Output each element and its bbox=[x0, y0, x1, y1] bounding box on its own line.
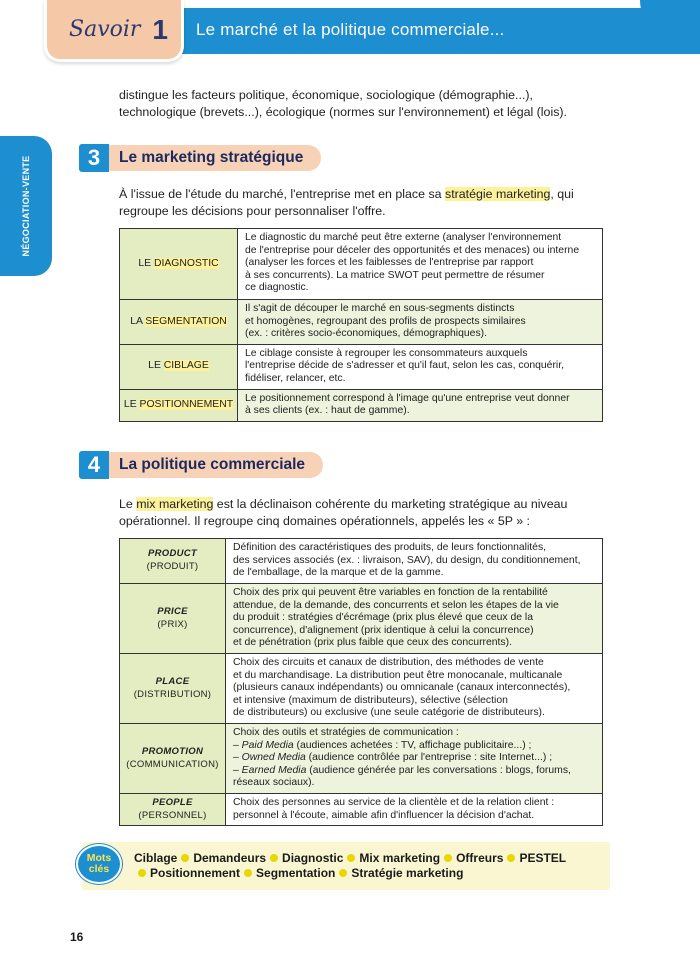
page-number: 16 bbox=[70, 930, 84, 944]
label-keyword: DIAGNOSTIC bbox=[153, 257, 219, 269]
desc-line: Définition des caractéristiques des produits, de leurs fonctionnalités, bbox=[233, 542, 547, 553]
desc-line: des services associés (ex. : livraison, SAV), du design, du conditionnement, bbox=[233, 554, 581, 566]
desc-line: ce diagnostic. bbox=[245, 282, 309, 294]
desc-line: fidéliser, relancer, etc. bbox=[245, 372, 346, 384]
intro-paragraph bbox=[119, 87, 605, 121]
p-label-en: PRICE bbox=[157, 605, 188, 617]
desc-line: (analyser les forces et les faiblesses de l'entreprise par rapport bbox=[245, 257, 534, 269]
desc-line: du produit : stratégies d'écrémage (prix plus élevé que ceux de la bbox=[233, 612, 534, 624]
row-label bbox=[120, 389, 238, 421]
media-term: Earned Media bbox=[241, 764, 307, 776]
desc-line: concurrence), d'alignement (prix identique à celui la concurrence) bbox=[233, 624, 534, 636]
intro-line-1: distingue les facteurs politique, économique, sociologique (démographie...), bbox=[119, 88, 533, 102]
p-label-fr: (DISTRIBUTION) bbox=[133, 688, 212, 700]
desc-line: réseaux sociaux). bbox=[233, 777, 315, 789]
section-3-highlight: stratégie marketing bbox=[445, 187, 551, 201]
bullet-dot bbox=[270, 854, 278, 862]
row-label bbox=[120, 229, 238, 300]
desc-line: à ses concurrents). La matrice SWOT peut permettre de résumer bbox=[245, 269, 545, 281]
desc-line: (audience générée par les conversations : blogs, forums, bbox=[306, 764, 571, 776]
section-4-highlight: mix marketing bbox=[136, 497, 214, 511]
keyword: Diagnostic bbox=[282, 851, 344, 865]
desc-line: Le diagnostic du marché peut être externe (analyser l'environnement bbox=[245, 232, 562, 243]
table-row bbox=[120, 344, 603, 389]
desc-line: Le ciblage consiste à regrouper les consommateurs auxquels bbox=[245, 347, 528, 359]
row-label bbox=[120, 654, 226, 724]
keyword: Stratégie marketing bbox=[351, 866, 464, 880]
desc-line: (audience contrôlée par l'entreprise : site Internet...) ; bbox=[305, 752, 553, 764]
label-prefix: LA bbox=[130, 315, 146, 327]
row-description bbox=[226, 539, 603, 584]
desc-line: Il s'agit de découper le marché en sous-segments distincts bbox=[245, 303, 515, 314]
bullet-dot bbox=[339, 869, 347, 877]
table-row bbox=[120, 539, 603, 584]
media-term: Owned Media bbox=[241, 752, 306, 764]
badge-line: clés bbox=[88, 863, 110, 875]
savoir-word: Savoir bbox=[69, 17, 141, 42]
section-4-heading bbox=[79, 452, 323, 478]
label-keyword: POSITIONNEMENT bbox=[139, 398, 234, 410]
desc-line: l'entreprise décide de s'adresser et qu'il faut, selon les cas, conquérir, bbox=[245, 360, 564, 372]
keyword: PESTEL bbox=[519, 851, 567, 865]
section-4-number: 4 bbox=[79, 451, 109, 479]
bullet-dot bbox=[444, 854, 452, 862]
row-label bbox=[120, 344, 238, 389]
bullet-dot bbox=[507, 854, 515, 862]
section-4-text-end: est la déclinaison cohérente du marketing stratégique au niveau opérationnel. Il regroupe cinq domaines opérationnels, appelés les « 5P » : bbox=[119, 497, 568, 528]
desc-line: de l'emballage, de la marque et de la gamme. bbox=[233, 567, 444, 579]
table-row bbox=[120, 724, 603, 794]
keywords-line-1 bbox=[134, 851, 566, 865]
section-3-heading bbox=[79, 145, 321, 171]
keyword: Offreurs bbox=[456, 851, 504, 865]
media-term: Paid Media bbox=[241, 739, 294, 751]
side-tab-label: NÉGOCIATION-VENTE bbox=[21, 155, 31, 257]
label-keyword: SEGMENTATION bbox=[145, 315, 227, 327]
marketing-strategique-table bbox=[119, 228, 603, 422]
intro-line-2: technologique (brevets...), écologique (normes sur l'environnement) et légal (lois). bbox=[119, 105, 567, 119]
list-dash: – bbox=[233, 739, 242, 751]
section-3-paragraph bbox=[119, 186, 605, 220]
section-4-title: La politique commerciale bbox=[109, 452, 323, 478]
table-row bbox=[120, 584, 603, 654]
row-label bbox=[120, 300, 238, 345]
desc-line: de l'entreprise pour déceler des opportunités et des menaces) ou interne bbox=[245, 244, 580, 256]
desc-line: et intensive (maximum de distributeurs), sélective (sélection bbox=[233, 694, 508, 706]
p-label-en: PRODUCT bbox=[147, 548, 198, 560]
desc-line: Choix des prix qui peuvent être variables en fonction de la rentabilité bbox=[233, 587, 548, 598]
row-label bbox=[120, 724, 226, 794]
desc-line: Choix des circuits et canaux de distribution, des méthodes de vente bbox=[233, 657, 544, 668]
row-description bbox=[226, 724, 603, 794]
desc-line: de distributeurs) ou exclusive (une seule catégorie de distributeurs). bbox=[233, 707, 545, 719]
desc-line: (plusieurs canaux indépendants) ou omnicanale (canaux interconnectés), bbox=[233, 682, 571, 694]
page-header bbox=[0, 0, 700, 62]
section-3-number: 3 bbox=[79, 144, 109, 172]
desc-line: (audiences achetées : TV, affichage publicitaire...) ; bbox=[293, 739, 532, 751]
desc-line: personnel à l'écoute, aimable afin d'influencer la décision d'achat. bbox=[233, 809, 535, 821]
desc-line: et homogènes, regroupant des profils de prospects similaires bbox=[245, 315, 526, 327]
label-prefix: LE bbox=[123, 398, 140, 410]
list-dash: – bbox=[233, 752, 242, 764]
keyword: Ciblage bbox=[134, 851, 178, 865]
desc-line: à ses clients (ex. : haut de gamme). bbox=[245, 405, 410, 417]
table-row bbox=[120, 654, 603, 724]
p-label-fr: (PRODUIT) bbox=[146, 561, 199, 572]
desc-line: attendue, de la demande, des concurrents et selon les étapes de la vie bbox=[233, 599, 559, 611]
chapter-title: Le marché et la politique commerciale... bbox=[196, 20, 505, 39]
list-dash: – bbox=[233, 764, 242, 776]
section-4-paragraph bbox=[119, 496, 605, 530]
row-label bbox=[120, 584, 226, 654]
row-label bbox=[120, 794, 226, 826]
row-description bbox=[226, 654, 603, 724]
table-row bbox=[120, 389, 603, 421]
row-description bbox=[238, 229, 603, 300]
p-label-en: PROMOTION bbox=[141, 745, 204, 757]
keyword: Segmentation bbox=[256, 866, 336, 880]
badge-line: Mots bbox=[86, 852, 112, 864]
keywords-badge bbox=[76, 844, 122, 884]
table-row bbox=[120, 229, 603, 300]
desc-line: Le positionnement correspond à l'image qu'une entreprise veut donner bbox=[245, 392, 570, 404]
desc-line: (ex. : critères socio-économiques, démographiques). bbox=[245, 328, 487, 340]
p-label-fr: (PERSONNEL) bbox=[138, 809, 207, 821]
mix-marketing-table bbox=[119, 538, 603, 826]
desc-line: Choix des outils et stratégies de communication : bbox=[233, 727, 459, 738]
row-description bbox=[238, 344, 603, 389]
label-prefix: LE bbox=[148, 360, 164, 372]
keywords-line-2 bbox=[134, 866, 463, 880]
row-description bbox=[238, 300, 603, 345]
desc-line: et du marchandisage. La distribution peut être monocanale, multicanale bbox=[233, 669, 563, 681]
p-label-en: PLACE bbox=[155, 675, 190, 687]
bullet-dot bbox=[138, 869, 146, 877]
table-row bbox=[120, 794, 603, 826]
section-4-text-start: Le bbox=[119, 497, 137, 511]
bullet-dot bbox=[181, 854, 189, 862]
keyword: Positionnement bbox=[150, 866, 241, 880]
section-3-text-start: À l'issue de l'étude du marché, l'entreprise met en place sa bbox=[119, 187, 445, 201]
keyword: Demandeurs bbox=[193, 851, 267, 865]
desc-line: Choix des personnes au service de la clientèle et de la relation client : bbox=[233, 797, 555, 808]
row-label bbox=[120, 539, 226, 584]
bullet-dot bbox=[244, 869, 252, 877]
p-label-fr: (COMMUNICATION) bbox=[126, 758, 219, 770]
table-row bbox=[120, 300, 603, 345]
label-prefix: LE bbox=[138, 257, 154, 269]
desc-line: et de pénétration (prix plus faible que ceux des concurrents). bbox=[233, 637, 512, 649]
p-label-en: PEOPLE bbox=[152, 797, 193, 808]
keyword: Mix marketing bbox=[359, 851, 441, 865]
bullet-dot bbox=[347, 854, 355, 862]
savoir-tab bbox=[44, 0, 184, 62]
p-label-fr: (PRIX) bbox=[157, 618, 188, 630]
row-description bbox=[238, 389, 603, 421]
section-3-text-end: , qui regroupe les décisions pour personnaliser l'offre. bbox=[119, 187, 574, 218]
label-keyword: CIBLAGE bbox=[163, 360, 209, 372]
savoir-number: 1 bbox=[152, 13, 168, 45]
section-3-title: Le marketing stratégique bbox=[109, 145, 321, 171]
row-description bbox=[226, 584, 603, 654]
row-description bbox=[226, 794, 603, 826]
